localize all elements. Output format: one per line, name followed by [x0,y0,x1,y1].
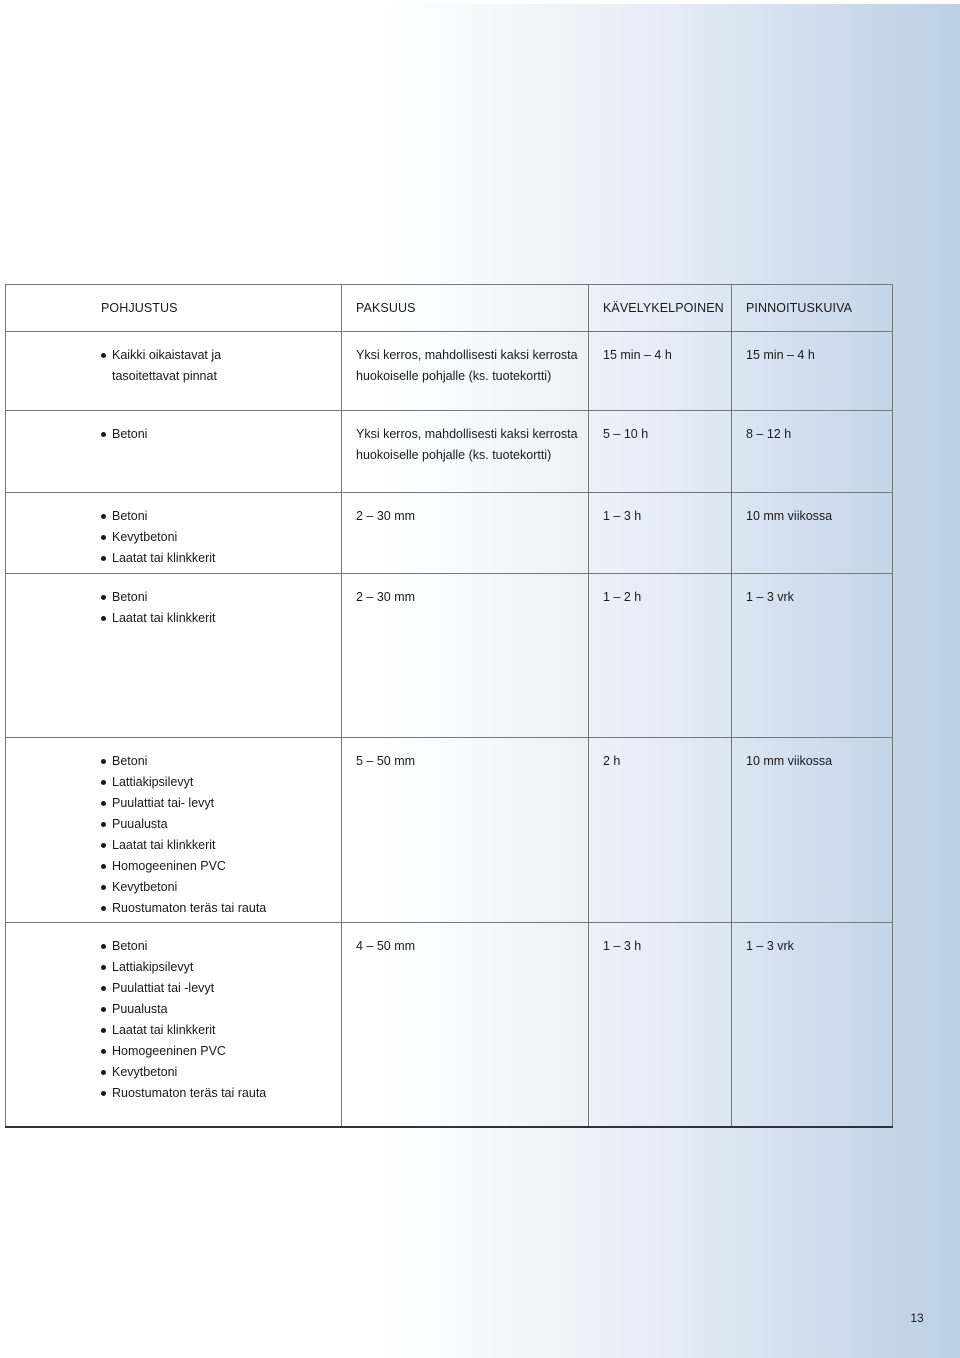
list-item: Betoni [101,506,341,527]
paksuus-line: huokoiselle pohjalle (ks. tuotekortti) [356,369,552,383]
table-row [6,574,893,738]
list-item: Homogeeninen PVC [101,1041,341,1062]
pinnoituskuiva-cell: 10 mm viikossa [732,493,893,574]
pohjustus-cell [6,332,342,411]
pinnoituskuiva-cell: 1 – 3 vrk [732,923,893,1127]
pinnoituskuiva-cell: 15 min – 4 h [732,332,893,411]
kavelykelpoinen-cell: 15 min – 4 h [589,332,732,411]
list-item: Lattiakipsilevyt [101,772,341,793]
list-item: Lattiakipsilevyt [101,957,341,978]
kavelykelpoinen-cell: 1 – 3 h [589,923,732,1127]
list-item: Kevytbetoni [101,527,341,548]
paksuus-cell: 2 – 30 mm [342,493,589,574]
page-number: 13 [910,1311,924,1325]
table-row [6,923,893,1127]
pohjustus-cell [6,493,342,574]
list-item: Laatat tai klinkkerit [101,548,341,569]
kavelykelpoinen-cell: 1 – 3 h [589,493,732,574]
pohjustus-cell [6,411,342,493]
list-item: Betoni [101,751,341,772]
pohjustus-cell [6,574,342,738]
paksuus-cell [342,411,589,493]
list-item: Ruostumaton teräs tai rauta [101,898,341,919]
paksuus-line: Yksi kerros, mahdollisesti kaksi kerrosta [356,348,578,362]
pinnoituskuiva-cell: 1 – 3 vrk [732,574,893,738]
table-row [6,411,893,493]
product-spec-table [5,284,893,1128]
list-item: Betoni [101,936,341,957]
list-item: Betoni [101,587,341,608]
list-item: Kevytbetoni [101,1062,341,1083]
list-item: Puulattiat tai- levyt [101,793,341,814]
paksuus-line: huokoiselle pohjalle (ks. tuotekortti) [356,448,552,462]
header-pinnoituskuiva: PINNOITUSKUIVA [732,285,893,332]
kavelykelpoinen-cell: 1 – 2 h [589,574,732,738]
pinnoituskuiva-cell: 8 – 12 h [732,411,893,493]
table-row [6,332,893,411]
list-item: Laatat tai klinkkerit [101,835,341,856]
list-item: Ruostumaton teräs tai rauta [101,1083,341,1104]
list-item: Puualusta [101,999,341,1020]
paksuus-cell: 2 – 30 mm [342,574,589,738]
list-item: Homogeeninen PVC [101,856,341,877]
table-header-row [6,285,893,332]
list-item: Kevytbetoni [101,877,341,898]
pohjustus-cell [6,923,342,1127]
header-paksuus: PAKSUUS [342,285,589,332]
list-item: Kaikki oikaistavat ja tasoitettavat pinnat [101,345,341,387]
header-kavelykelpoinen: KÄVELYKELPOINEN [589,285,732,332]
list-item: Laatat tai klinkkerit [101,1020,341,1041]
list-item: Puulattiat tai -levyt [101,978,341,999]
paksuus-cell: 4 – 50 mm [342,923,589,1127]
kavelykelpoinen-cell: 2 h [589,738,732,923]
page-top-margin [0,0,960,4]
list-item: Puualusta [101,814,341,835]
paksuus-cell [342,332,589,411]
list-item: Laatat tai klinkkerit [101,608,341,629]
list-item: Betoni [101,424,341,445]
pinnoituskuiva-cell: 10 mm viikossa [732,738,893,923]
pohjustus-cell [6,738,342,923]
table-row [6,738,893,923]
kavelykelpoinen-cell: 5 – 10 h [589,411,732,493]
paksuus-cell: 5 – 50 mm [342,738,589,923]
table-row [6,493,893,574]
header-pohjustus: POHJUSTUS [6,285,342,332]
paksuus-line: Yksi kerros, mahdollisesti kaksi kerrosta [356,427,578,441]
